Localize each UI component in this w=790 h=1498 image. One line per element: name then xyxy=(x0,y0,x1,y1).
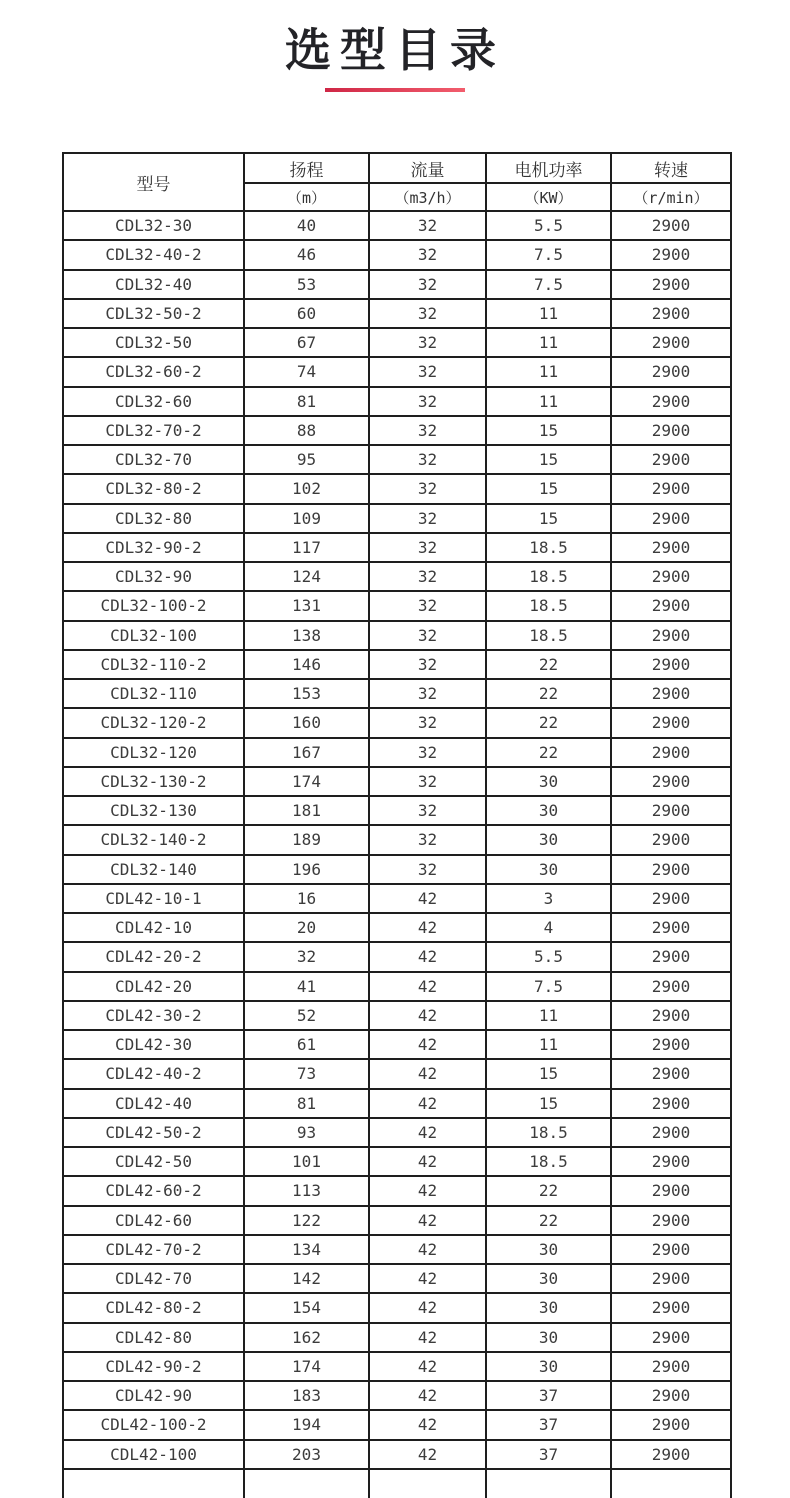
speed-cell: 2900 xyxy=(611,913,731,942)
flow-cell: 32 xyxy=(369,738,486,767)
power-cell: 18.5 xyxy=(486,562,611,591)
head-cell: 203 xyxy=(244,1440,369,1469)
col-unit-head: （m） xyxy=(244,183,369,211)
flow-cell: 32 xyxy=(369,650,486,679)
speed-cell: 2900 xyxy=(611,1323,731,1352)
speed-cell: 2900 xyxy=(611,1089,731,1118)
table-row xyxy=(63,1410,731,1439)
table-row xyxy=(63,474,731,503)
power-cell: 18.5 xyxy=(486,533,611,562)
speed-cell: 2900 xyxy=(611,1293,731,1322)
head-cell: 142 xyxy=(244,1264,369,1293)
power-cell: 15 xyxy=(486,1059,611,1088)
power-cell: 22 xyxy=(486,738,611,767)
speed-cell: 2900 xyxy=(611,270,731,299)
speed-cell: 2900 xyxy=(611,855,731,884)
col-header-motor-power: 电机功率 xyxy=(486,153,611,183)
head-cell: 181 xyxy=(244,796,369,825)
table-row xyxy=(63,1440,731,1469)
head-cell: 67 xyxy=(244,328,369,357)
table-row xyxy=(63,1381,731,1410)
power-cell: 5.5 xyxy=(486,211,611,240)
flow-cell: 32 xyxy=(369,416,486,445)
speed-cell: 2900 xyxy=(611,533,731,562)
speed-cell: 2900 xyxy=(611,211,731,240)
speed-cell: 2900 xyxy=(611,1352,731,1381)
table-row xyxy=(63,562,731,591)
speed-cell: 2900 xyxy=(611,240,731,269)
head-cell: 153 xyxy=(244,679,369,708)
table-row xyxy=(63,591,731,620)
head-cell: 113 xyxy=(244,1176,369,1205)
page-title: 选型目录 xyxy=(285,23,505,77)
model-cell: CDL32-70 xyxy=(63,445,244,474)
flow-cell: 42 xyxy=(369,913,486,942)
model-cell: CDL32-110-2 xyxy=(63,650,244,679)
speed-cell: 2900 xyxy=(611,1147,731,1176)
model-cell: CDL42-90 xyxy=(63,1381,244,1410)
model-cell: CDL32-140 xyxy=(63,855,244,884)
flow-cell: 32 xyxy=(369,270,486,299)
head-cell: 183 xyxy=(244,1381,369,1410)
speed-cell xyxy=(611,1469,731,1498)
flow-cell: 32 xyxy=(369,562,486,591)
speed-cell: 2900 xyxy=(611,738,731,767)
speed-cell: 2900 xyxy=(611,387,731,416)
head-cell: 60 xyxy=(244,299,369,328)
table-row xyxy=(63,1059,731,1088)
table-row xyxy=(63,504,731,533)
speed-cell: 2900 xyxy=(611,474,731,503)
head-cell: 160 xyxy=(244,708,369,737)
head-cell: 124 xyxy=(244,562,369,591)
power-cell: 7.5 xyxy=(486,972,611,1001)
table-row xyxy=(63,1176,731,1205)
table-row xyxy=(63,1293,731,1322)
power-cell: 11 xyxy=(486,387,611,416)
head-cell: 146 xyxy=(244,650,369,679)
flow-cell: 42 xyxy=(369,1001,486,1030)
power-cell: 22 xyxy=(486,708,611,737)
flow-cell: 42 xyxy=(369,1118,486,1147)
table-row xyxy=(63,1352,731,1381)
power-cell: 30 xyxy=(486,1293,611,1322)
flow-cell: 32 xyxy=(369,504,486,533)
model-cell: CDL32-70-2 xyxy=(63,416,244,445)
table-row xyxy=(63,650,731,679)
speed-cell: 2900 xyxy=(611,1001,731,1030)
col-header-model: 型号 xyxy=(63,153,244,211)
col-unit-motor-power: （KW） xyxy=(486,183,611,211)
flow-cell: 42 xyxy=(369,972,486,1001)
speed-cell: 2900 xyxy=(611,591,731,620)
model-cell: CDL42-100 xyxy=(63,1440,244,1469)
table-row xyxy=(63,884,731,913)
head-cell: 46 xyxy=(244,240,369,269)
speed-cell: 2900 xyxy=(611,942,731,971)
head-cell: 167 xyxy=(244,738,369,767)
power-cell: 11 xyxy=(486,328,611,357)
speed-cell: 2900 xyxy=(611,621,731,650)
model-cell: CDL32-90 xyxy=(63,562,244,591)
table-row xyxy=(63,270,731,299)
flow-cell: 42 xyxy=(369,942,486,971)
flow-cell: 42 xyxy=(369,1381,486,1410)
table-row xyxy=(63,387,731,416)
power-cell: 22 xyxy=(486,650,611,679)
flow-cell: 42 xyxy=(369,1030,486,1059)
head-cell: 73 xyxy=(244,1059,369,1088)
flow-cell: 32 xyxy=(369,591,486,620)
table-row xyxy=(63,679,731,708)
flow-cell: 42 xyxy=(369,1089,486,1118)
table-row xyxy=(63,1001,731,1030)
model-cell: CDL42-50-2 xyxy=(63,1118,244,1147)
model-cell: CDL42-10-1 xyxy=(63,884,244,913)
table-row xyxy=(63,1206,731,1235)
model-cell: CDL32-90-2 xyxy=(63,533,244,562)
model-cell: CDL42-20 xyxy=(63,972,244,1001)
speed-cell: 2900 xyxy=(611,504,731,533)
table-header xyxy=(63,153,731,211)
head-cell: 16 xyxy=(244,884,369,913)
model-cell: CDL32-80 xyxy=(63,504,244,533)
head-cell: 109 xyxy=(244,504,369,533)
title-underline-accent xyxy=(325,88,465,92)
table-row xyxy=(63,942,731,971)
power-cell: 15 xyxy=(486,474,611,503)
speed-cell: 2900 xyxy=(611,1030,731,1059)
head-cell: 81 xyxy=(244,1089,369,1118)
head-cell: 32 xyxy=(244,942,369,971)
col-header-flow: 流量 xyxy=(369,153,486,183)
power-cell: 30 xyxy=(486,796,611,825)
power-cell: 30 xyxy=(486,1323,611,1352)
head-cell: 52 xyxy=(244,1001,369,1030)
table-row xyxy=(63,1089,731,1118)
table-row xyxy=(63,738,731,767)
table-row xyxy=(63,1147,731,1176)
flow-cell: 42 xyxy=(369,1059,486,1088)
head-cell: 81 xyxy=(244,387,369,416)
head-cell: 93 xyxy=(244,1118,369,1147)
head-cell: 101 xyxy=(244,1147,369,1176)
model-cell: CDL32-120-2 xyxy=(63,708,244,737)
head-cell: 174 xyxy=(244,1352,369,1381)
speed-cell: 2900 xyxy=(611,1176,731,1205)
head-cell: 61 xyxy=(244,1030,369,1059)
head-cell: 102 xyxy=(244,474,369,503)
pump-selection-table xyxy=(62,152,732,1498)
table-row xyxy=(63,1323,731,1352)
model-cell: CDL32-30 xyxy=(63,211,244,240)
head-cell: 138 xyxy=(244,621,369,650)
power-cell: 11 xyxy=(486,357,611,386)
table-row xyxy=(63,708,731,737)
table-row xyxy=(63,796,731,825)
speed-cell: 2900 xyxy=(611,1118,731,1147)
power-cell: 30 xyxy=(486,1264,611,1293)
table-row xyxy=(63,416,731,445)
power-cell: 30 xyxy=(486,825,611,854)
col-header-speed: 转速 xyxy=(611,153,731,183)
flow-cell: 32 xyxy=(369,387,486,416)
head-cell: 74 xyxy=(244,357,369,386)
table-row xyxy=(63,767,731,796)
flow-cell: 42 xyxy=(369,884,486,913)
speed-cell: 2900 xyxy=(611,562,731,591)
speed-cell: 2900 xyxy=(611,796,731,825)
model-cell: CDL42-70-2 xyxy=(63,1235,244,1264)
model-cell: CDL32-100 xyxy=(63,621,244,650)
col-unit-speed: （r/min） xyxy=(611,183,731,211)
speed-cell: 2900 xyxy=(611,1206,731,1235)
power-cell: 37 xyxy=(486,1410,611,1439)
flow-cell: 42 xyxy=(369,1323,486,1352)
model-cell: CDL32-50-2 xyxy=(63,299,244,328)
model-cell: CDL32-110 xyxy=(63,679,244,708)
model-cell: CDL32-60 xyxy=(63,387,244,416)
col-header-head: 扬程 xyxy=(244,153,369,183)
model-cell: CDL42-60-2 xyxy=(63,1176,244,1205)
speed-cell: 2900 xyxy=(611,825,731,854)
model-cell: CDL42-10 xyxy=(63,913,244,942)
flow-cell: 32 xyxy=(369,211,486,240)
speed-cell: 2900 xyxy=(611,1235,731,1264)
power-cell: 15 xyxy=(486,504,611,533)
flow-cell: 32 xyxy=(369,445,486,474)
power-cell: 30 xyxy=(486,1235,611,1264)
flow-cell: 42 xyxy=(369,1440,486,1469)
speed-cell: 2900 xyxy=(611,1059,731,1088)
speed-cell: 2900 xyxy=(611,1440,731,1469)
head-cell: 95 xyxy=(244,445,369,474)
head-cell: 131 xyxy=(244,591,369,620)
model-cell: CDL42-70 xyxy=(63,1264,244,1293)
model-cell: CDL42-100-2 xyxy=(63,1410,244,1439)
power-cell: 4 xyxy=(486,913,611,942)
table-row xyxy=(63,533,731,562)
model-cell xyxy=(63,1469,244,1498)
power-cell: 5.5 xyxy=(486,942,611,971)
model-cell: CDL42-90-2 xyxy=(63,1352,244,1381)
power-cell xyxy=(486,1469,611,1498)
flow-cell: 42 xyxy=(369,1352,486,1381)
flow-cell: 32 xyxy=(369,767,486,796)
model-cell: CDL42-80 xyxy=(63,1323,244,1352)
table-row xyxy=(63,855,731,884)
model-cell: CDL32-80-2 xyxy=(63,474,244,503)
head-cell: 122 xyxy=(244,1206,369,1235)
power-cell: 15 xyxy=(486,445,611,474)
model-cell: CDL32-100-2 xyxy=(63,591,244,620)
speed-cell: 2900 xyxy=(611,650,731,679)
power-cell: 18.5 xyxy=(486,591,611,620)
table-row xyxy=(63,1030,731,1059)
power-cell: 11 xyxy=(486,1030,611,1059)
flow-cell: 32 xyxy=(369,621,486,650)
head-cell: 154 xyxy=(244,1293,369,1322)
table-row xyxy=(63,445,731,474)
power-cell: 11 xyxy=(486,1001,611,1030)
power-cell: 7.5 xyxy=(486,270,611,299)
flow-cell: 32 xyxy=(369,357,486,386)
model-cell: CDL32-120 xyxy=(63,738,244,767)
table-row xyxy=(63,240,731,269)
table-row xyxy=(63,1235,731,1264)
model-cell: CDL42-40-2 xyxy=(63,1059,244,1088)
flow-cell: 32 xyxy=(369,474,486,503)
flow-cell: 32 xyxy=(369,679,486,708)
head-cell xyxy=(244,1469,369,1498)
table-body xyxy=(63,211,731,1498)
power-cell: 7.5 xyxy=(486,240,611,269)
model-cell: CDL42-50 xyxy=(63,1147,244,1176)
model-cell: CDL32-40-2 xyxy=(63,240,244,269)
table-row xyxy=(63,621,731,650)
flow-cell: 42 xyxy=(369,1147,486,1176)
speed-cell: 2900 xyxy=(611,972,731,1001)
col-unit-flow: （m3/h） xyxy=(369,183,486,211)
table-row xyxy=(63,825,731,854)
header-label-row xyxy=(63,153,731,183)
power-cell: 30 xyxy=(486,1352,611,1381)
model-cell: CDL42-60 xyxy=(63,1206,244,1235)
head-cell: 117 xyxy=(244,533,369,562)
flow-cell: 32 xyxy=(369,708,486,737)
power-cell: 22 xyxy=(486,1206,611,1235)
speed-cell: 2900 xyxy=(611,884,731,913)
model-cell: CDL42-30-2 xyxy=(63,1001,244,1030)
model-cell: CDL32-40 xyxy=(63,270,244,299)
speed-cell: 2900 xyxy=(611,1381,731,1410)
flow-cell: 32 xyxy=(369,825,486,854)
flow-cell: 32 xyxy=(369,533,486,562)
speed-cell: 2900 xyxy=(611,299,731,328)
head-cell: 20 xyxy=(244,913,369,942)
head-cell: 40 xyxy=(244,211,369,240)
head-cell: 162 xyxy=(244,1323,369,1352)
flow-cell: 42 xyxy=(369,1293,486,1322)
table-row xyxy=(63,1264,731,1293)
flow-cell xyxy=(369,1469,486,1498)
table-row xyxy=(63,913,731,942)
speed-cell: 2900 xyxy=(611,416,731,445)
power-cell: 37 xyxy=(486,1440,611,1469)
speed-cell: 2900 xyxy=(611,708,731,737)
table-row xyxy=(63,211,731,240)
power-cell: 18.5 xyxy=(486,1147,611,1176)
speed-cell: 2900 xyxy=(611,328,731,357)
head-cell: 53 xyxy=(244,270,369,299)
head-cell: 41 xyxy=(244,972,369,1001)
flow-cell: 42 xyxy=(369,1176,486,1205)
power-cell: 11 xyxy=(486,299,611,328)
power-cell: 22 xyxy=(486,679,611,708)
model-cell: CDL32-130 xyxy=(63,796,244,825)
power-cell: 15 xyxy=(486,1089,611,1118)
head-cell: 189 xyxy=(244,825,369,854)
power-cell: 30 xyxy=(486,855,611,884)
power-cell: 18.5 xyxy=(486,621,611,650)
power-cell: 15 xyxy=(486,416,611,445)
power-cell: 37 xyxy=(486,1381,611,1410)
flow-cell: 32 xyxy=(369,855,486,884)
head-cell: 134 xyxy=(244,1235,369,1264)
table-row xyxy=(63,1118,731,1147)
table-row xyxy=(63,328,731,357)
model-cell: CDL42-20-2 xyxy=(63,942,244,971)
flow-cell: 32 xyxy=(369,299,486,328)
table-row-partial xyxy=(63,1469,731,1498)
power-cell: 3 xyxy=(486,884,611,913)
model-cell: CDL32-130-2 xyxy=(63,767,244,796)
flow-cell: 32 xyxy=(369,796,486,825)
flow-cell: 42 xyxy=(369,1264,486,1293)
model-cell: CDL32-50 xyxy=(63,328,244,357)
speed-cell: 2900 xyxy=(611,445,731,474)
speed-cell: 2900 xyxy=(611,1410,731,1439)
table-row xyxy=(63,972,731,1001)
speed-cell: 2900 xyxy=(611,767,731,796)
flow-cell: 42 xyxy=(369,1235,486,1264)
model-cell: CDL32-60-2 xyxy=(63,357,244,386)
head-cell: 194 xyxy=(244,1410,369,1439)
model-cell: CDL42-80-2 xyxy=(63,1293,244,1322)
power-cell: 30 xyxy=(486,767,611,796)
flow-cell: 32 xyxy=(369,240,486,269)
head-cell: 174 xyxy=(244,767,369,796)
table-row xyxy=(63,357,731,386)
speed-cell: 2900 xyxy=(611,679,731,708)
flow-cell: 42 xyxy=(369,1410,486,1439)
flow-cell: 42 xyxy=(369,1206,486,1235)
model-cell: CDL42-40 xyxy=(63,1089,244,1118)
model-cell: CDL42-30 xyxy=(63,1030,244,1059)
head-cell: 88 xyxy=(244,416,369,445)
power-cell: 22 xyxy=(486,1176,611,1205)
flow-cell: 32 xyxy=(369,328,486,357)
speed-cell: 2900 xyxy=(611,357,731,386)
power-cell: 18.5 xyxy=(486,1118,611,1147)
head-cell: 196 xyxy=(244,855,369,884)
model-cell: CDL32-140-2 xyxy=(63,825,244,854)
speed-cell: 2900 xyxy=(611,1264,731,1293)
table-row xyxy=(63,299,731,328)
